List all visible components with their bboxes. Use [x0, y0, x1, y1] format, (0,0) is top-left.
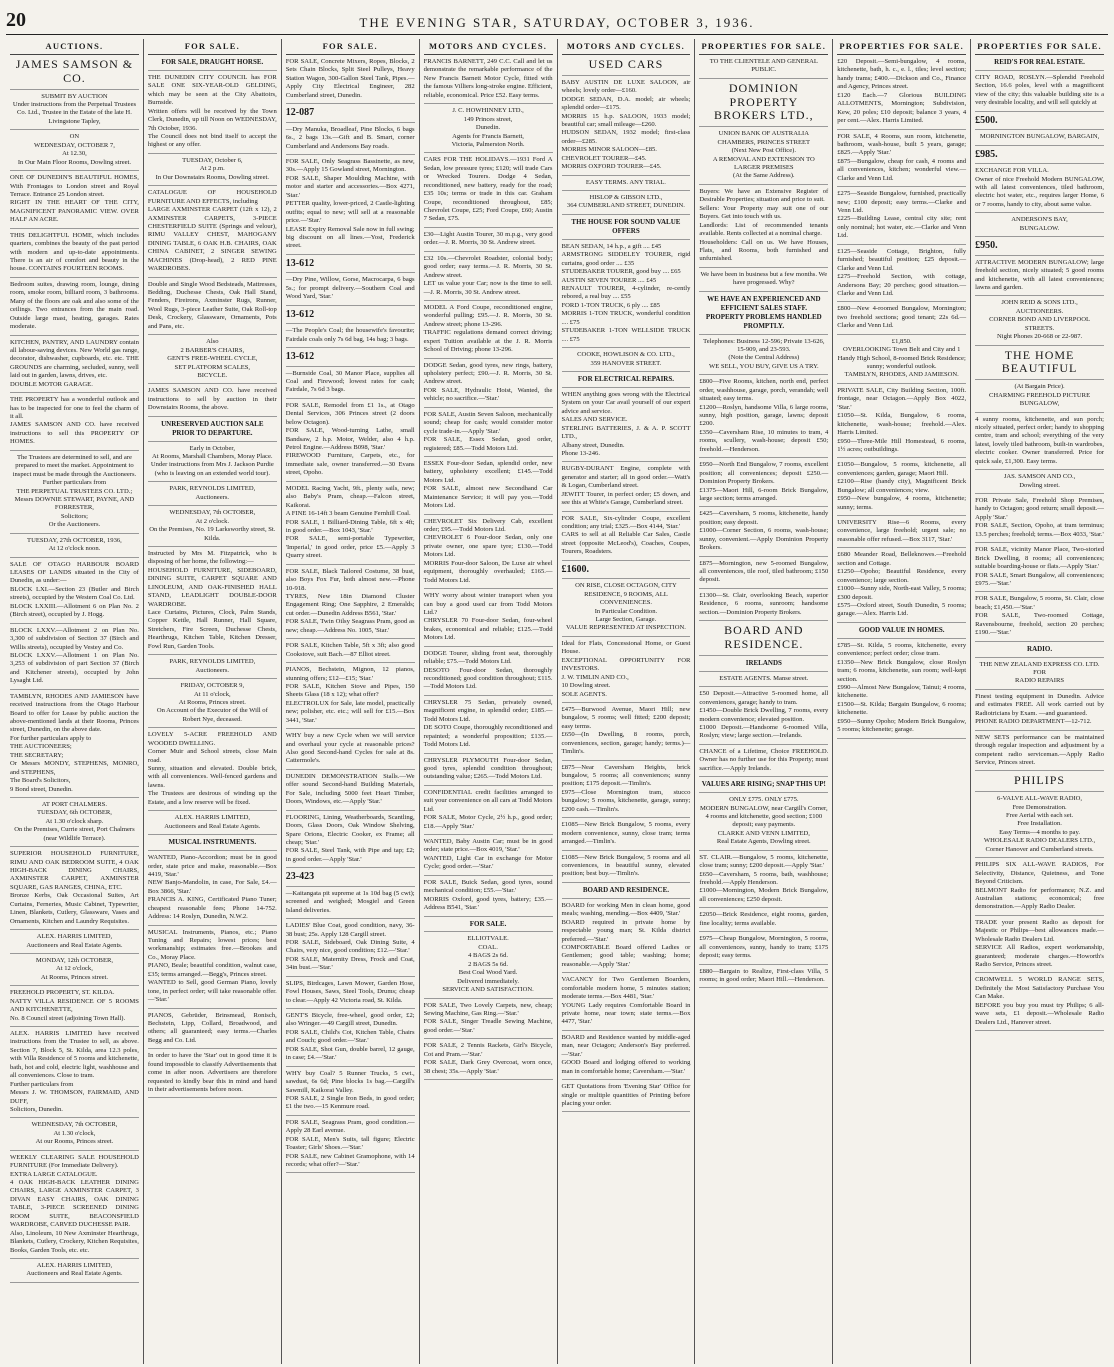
classified-ad: £50 Deposit.—Attractive 5-roomed home, all conveniences, garage; handy to tram. £1450—Double Brick Dwelling, 7 rooms, every modern convenience; elevated position. £1000 Deposit.—Handsome 6-roomed Villa, Roslyn; view; large section.—Irelands.: [699, 690, 828, 745]
classified-ad: FOR SALE, 2 Tennis Rackets, Girl's Bicycle, Cot and Pram.—'Star.' FOR SALE, Dark Grey Overcoat, worn once, 38 chest; 35s.—Apply 'Star.': [424, 1042, 553, 1080]
classified-ad: THE NEW ZEALAND EXPRESS CO. LTD. FOR RADIO REPAIRS: [975, 661, 1104, 690]
classified-ad: £425—Caversham, 5 rooms, kitchenette, handy position; easy deposit. £1000—Corner Section, 6 rooms, wash-house; sunny, convenient.—Apply Dominion Property Brokers.: [699, 510, 828, 556]
classified-ad: £985.: [975, 149, 1104, 165]
classified-ad: BOARD AND RESIDENCE.: [562, 886, 691, 899]
classified-ad: CHRYSLER PLYMOUTH Four-door Sedan, good tyres, splendid condition throughout; outstanding value; £265.—Todd Motors Ltd.: [424, 757, 553, 786]
classified-ad: £2050—Brick Residence, eight rooms, garden, fine locality; terms available.: [699, 911, 828, 932]
classified-ad: WHY buy a new Cycle when we will service and overhaul your cycle at reasonable prices? Also good Second-hand Cycles for sale at 8s. Cattermole's.: [286, 732, 415, 770]
column-heading: MOTORS AND CYCLES.: [424, 39, 553, 55]
classified-ad: £1300—St. Clair, overlooking Beach, superior Residence, 6 rooms, sunroom; handsome section.—Dominion Property Brokers.: [699, 592, 828, 621]
classified-ad: £20 Deposit.—Semi-bungalow, 4 rooms, kitchenette, bath, h. c., e. l., tiles; level section; handy trams; £400.—Dickson and Co., Finance and Agency, Princes street. £120 Each.—7 Glorious BUILDING ALLOTMENTS, Mornington; Subdivision, Kew, 20 poles; £10 deposit; balance 3 years, 4 per cent.—Alex. Harris Limited.: [837, 58, 966, 130]
classified-ad: CHRYSLER 75 Sedan, privately owned, magnificent engine, in splendid order; £185.—Todd Motors Ltd. DE SOTO Coupe, thoroughly reconditioned and repainted; a wonderful proposition; £135.—Todd Motors Ltd.: [424, 699, 553, 754]
column-6: [695, 39, 833, 1364]
classified-ad: UNRESERVED AUCTION SALE PRIOR TO DEPARTURE.: [148, 420, 277, 442]
classified-ad: Also 2 BARBER'S CHAIRS, GENT'S FREE-WHEEL CYCLE, SET PLATFORM SCALES, BICYCLE.: [148, 338, 277, 384]
column-heading: PROPERTIES FOR SALE.: [699, 39, 828, 55]
classified-ad: DOMINION PROPERTY BROKERS LTD.,: [699, 82, 828, 127]
classified-ad: THIS DELIGHTFUL HOME, which includes quarters, combines the beauty of the past period with modern and up-to-date appointments. There is an air of comfort and beauty in the house. CONTAINS FOURTEEN ROOMS.: [10, 232, 139, 278]
classified-ad: ESTATE AGENTS. Manse street.: [699, 675, 828, 687]
classified-ad: —Dry Manuka, Broadleaf, Pine Blocks, 6 bags 6s., 2 bags 13s.—Gift and B. Smart, corner Cumberland and Andersons Bay roads.: [286, 126, 415, 155]
classified-ad: WEEKLY CLEARING SALE HOUSEHOLD FURNITURE (For Immediate Delivery). EXTRA LARGE CATALOGUE. 4 OAK HIGH-BACK LEATHER DINING CHAIRS, LARGE AXMINSTER CARPET, 3 DIVAN EASY CHAIRS, OAK DINING TABLE, 3-PIECE SCREENED DINING ROOM SUITE, BEACONSFIELD WARDROBE, CARVED DUCHESSE PAIR. Also, Linoleum, 10 New Axminster Hearthrugs, Blankets, Cutlery, Crockery, Kitchen Requisites, Books, Garden Tools, etc. etc.: [10, 1154, 139, 1259]
classified-ad: TAMBLYN, RHODES AND JAMIESON have received instructions from the Otago Harbour Board to offer for Lease by public auction the above-mentioned lands at their Rooms, Princes street, Dunedin, on the above date. For further particulars apply to THE AUCTIONEERS; THE SECRETARY; Or Messrs MONDY, STEPHENS, MONRO, and STEPHENS, The Board's Solicitors, 9 Bond street, Dunedin.: [10, 693, 139, 798]
column-heading: MOTORS AND CYCLES.: [562, 39, 691, 55]
classified-ad: EXCHANGE FOR VILLA. Owner of nice Freehold Modern BUNGALOW, with all latest conveniences, tiled bathroom, electric hot water, etc., requires larger Home, 6 or 7 rooms, handy to city, about same value.: [975, 167, 1104, 213]
classified-ad: FOR SALE, Buick Sedan, good tyres, sound mechanical condition; £55.—'Star.' MORRIS Oxford, good tyres, battery; £35.—Address B541, 'Star.': [424, 879, 553, 917]
classified-ad: ESSEX Four-door Sedan, splendid order, new battery, upholstery excellent; £145.—Todd Motors Ltd. FOR SALE, almost new Secondhand Car Maintenance Service; it will pay you.—Todd Motors Ltd.: [424, 460, 553, 515]
classified-ad: FRANCIS BARNETT, 249 C.C. Call and let us demonstrate the remarkable performance of the New Francis Barnett Motor Cycle, fitted with the famous Villiers long-stroke engine. Efficient, reliable, economical. Price £52. Easy terms.: [424, 58, 553, 104]
classified-ad: LOVELY 5-ACRE FREEHOLD AND WOODED DWELLING. Corner Muir and School streets, close Main road. Sunny, situation and elevated. Double brick, with all conveniences. Well-fenced gardens and lawns. The Trustees are desirous of winding up the Estate, and a low reserve will be fixed.: [148, 731, 277, 811]
classified-ad: ON RISE, CLOSE OCTAGON, CITY RESIDENCE, 9 ROOMS, ALL CONVENIENCES. In Particular Condition. Large Section, Garage. VALUE REPRESENTED AT INSPECTION.: [562, 582, 691, 637]
classified-ad: THE HOME BEAUTIFUL: [975, 349, 1104, 381]
classified-ad: BOARD and Residence wanted by middle-aged man, near Octagon; Anderson's Bay preferred.—'Star.' GOOD Board and lodging offered to working man in comfortable home; Caversham.—'Star.': [562, 1034, 691, 1080]
classified-ad: J. C. HOWHINNEY LTD., 149 Princes street, Dunedin. Agents for Francis Barnett, Victoria, Palmerston North.: [424, 107, 553, 153]
classified-ad: FOR SALE, Concrete Mixers, Ropes, Blocks, 2 Sets Chain Blocks, Split Steel Pulleys, Heavy Station Wagon, 300-Gallon Steel Tank, Pipes.—Apply City Electrical Engineer, 282 Cumberland street, Dunedin.: [286, 58, 415, 104]
classified-ad: Telephones: Business 12-596; Private 13-626, 15-909, and 23-593. (Note the Central Address) WE SELL, YOU BUY, GIVE US A TRY.: [699, 338, 828, 376]
column-4: [420, 39, 558, 1364]
classified-ad: RUGBY-DURANT Engine, complete with generator and starter; all in good order.—Watt's & Logan, Cumberland street. JEWITT Tourer, in perfect order; £5 down, and see this at White's Garage, Cumberland street.: [562, 465, 691, 511]
classified-ad: HISLOP & GIBSON LTD., 364 CUMBERLAND STREET, DUNEDIN.: [562, 194, 691, 215]
classified-ad: MORNINGTON BUNGALOW, BARGAIN,: [975, 133, 1104, 145]
classified-ad: 23-423: [286, 871, 415, 887]
classified-ad: £950.: [975, 240, 1104, 256]
classified-ad: RADIO.: [975, 645, 1104, 658]
classified-ad: WEDNESDAY, 7th OCTOBER, At 2 o'clock. On the Premises, No. 19 Larksworthy street, St. Kilda.: [148, 509, 277, 547]
classified-ad: FLOORING, Lining, Weatherboards, Scantling, Doors, Glass Doors, Oak Window Shelving, Spare Orions, Electric Cooker, ex Frame; all cheap; 'Star.' FOR SALE, Steel Tank, with Pipe and tap; £2; in good order.—Apply 'Star.': [286, 814, 415, 869]
classified-ad: COOKE, HOWLISON & CO. LTD., 359 HANOVER STREET.: [562, 351, 691, 372]
classified-ad: FOR SALE, DRAUGHT HORSE.: [148, 58, 277, 71]
classified-ad: The Trustees are determined to sell, and are prepared to meet the market. Appointment to inspect must be made through the Auctioneers. Further particulars from THE PERPETUAL TRUSTEES CO. LTD.; Messrs DOWNIE STEWART, PAYNE, AND FORRESTER, Solicitors; Or the Auctioneers.: [10, 454, 139, 534]
classified-ad: JAMES SAMSON AND CO. have received instructions to sell by auction in their Downstairs Rooms, the above.: [148, 387, 277, 416]
classified-ad: BOARD AND RESIDENCE.: [699, 624, 828, 656]
classified-ad: NEW SETS performance can be maintained through regular inspection and adjustment by a competent radio serviceman.—Apply Radio Service, Princes street.: [975, 734, 1104, 772]
classified-ad: WANTED, Baby Austin Car; must be in good order; state price.—Box 4019, 'Star.' WANTED, Light Car in exchange for Motor Cycle; good order.—'Star.': [424, 838, 553, 876]
classified-ad: WHY worry about winter transport when you can buy a good used car from Todd Motors Ltd.? CHRYSLER 70 Four-door Sedan, four-wheel brakes, economical and reliable; £125.—Todd Motors Ltd.: [424, 592, 553, 647]
classified-ad: £680 Meander Road, Belleknowes.—Freehold section and Cottage. £1250—Opoho; Beautiful Residence, every convenience; large section. £1000—Sunny side, North-east Valley, 5 rooms; £300 deposit. £575—Oxford street, South Dunedin, 5 rooms; garage.—Alex. Harris Ltd.: [837, 551, 966, 623]
classified-ad: IRELANDS: [699, 659, 828, 672]
classified-ad: KITCHEN, PANTRY, AND LAUNDRY contain all labour-saving devices. New World gas range, decorator, dishwasher, cupboards, etc. etc. THE GROUNDS are charming, secluded, sunny, well laid out in garden, lawns, drives, etc. DOUBLE MOTOR GARAGE.: [10, 339, 139, 394]
classified-ad: FREEHOLD PROPERTY, ST. KILDA. NATTY VILLA RESIDENCE OF 5 ROOMS AND KITCHENETTE, No. 8 Council street (adjoining Town Hall).: [10, 989, 139, 1027]
classified-ad: ALEX. HARRIS LIMITED, Auctioneers and Real Estate Agents.: [10, 1262, 139, 1283]
classified-ad: TO THE CLIENTELE AND GENERAL PUBLIC.: [699, 58, 828, 79]
classified-ad: JAMES SAMSON & CO.: [10, 58, 139, 90]
classified-ad: Early in October, At Rooms, Marshall Chambers, Moray Place. Under instructions from Mrs J. Jackson Purdie (who is leaving on an extended world tour).: [148, 445, 277, 483]
classified-ad: Buyers: We have an Extensive Register of Desirable Properties; situation and price to suit. Sellers: Your Property may suit one of our Buyers. Get into touch with us. Landlords: List of recommended tenants available. Rents collected at a nominal charge. Householders: Call on us. We have Houses, Flats, and Rooms, both furnished and unfurnished.: [699, 188, 828, 268]
classified-ad: VALUES ARE RISING; SNAP THIS UP!: [699, 780, 828, 793]
classified-ad: £30—Light Austin Tourer, 30 m.p.g., very good order.—J. R. Morris, 30 St. Andrew street.: [424, 231, 553, 252]
classified-ad: —Kaitangata pit supreme at 1s 10d bag (5 cwt); screened and weighed; Mosgiel and Green Island deliveries.: [286, 890, 415, 919]
classified-ad: Double and Single Wood Bedsteads, Mattresses, Bedding, Duchesse Chests, Oak Hall Stand, Fenders, Fireirons, Axminster Rugs, Runner, Wool Rugs, 3-piece Leather Suite, Oak Roll-top Desk, Crockery, Glassware, Ornaments, Pots and Pans, etc.: [148, 281, 277, 336]
classified-ad: ATTRACTIVE MODERN BUNGALOW; large freehold section, nicely situated; 5 good rooms and kitchenette, with all latest conveniences; lawns and garden.: [975, 259, 1104, 297]
classified-ad: MODEL A Ford Coupe, reconditioned engine, wonderful pulling; £95.—J. R. Morris, 30 St. Andrew street; phone 13-296. TRAFFIC regulations demand correct driving; expert Tuition available at the J. R. Morris School of Driving; phone 13-296.: [424, 304, 553, 359]
classified-ad: AT PORT CHALMERS. TUESDAY, 6th OCTOBER, At 1.30 o'clock sharp. On the Premises, Currie street, Port Chalmers (near Wildlife Terrace).: [10, 801, 139, 847]
classified-ad: JOHN REID & SONS LTD., AUCTIONEERS. CORNER BOND AND LIVERPOOL STREETS. Night Phones 20-668 or 22-987.: [975, 299, 1104, 345]
classified-ad: MUSICAL INSTRUMENTS.: [148, 838, 277, 851]
classified-ad: CROMWELL 5 WORLD RANGE SETS, Definitely the Most Satisfactory Purchase You Can Make. BEFORE you buy you must try Philips; 6 all-wave sets, £1 deposit.—Wholesale Radio Dealers Ltd., Hanover street.: [975, 976, 1104, 1031]
classified-ad: TUESDAY, October 6, At 2 p.m. In Our Downstairs Rooms, Dowling street.: [148, 157, 277, 186]
classified-ad: ONLY £775. ONLY £775. MODERN BUNGALOW, near Cargill's Corner, 4 rooms and kitchenette, good section; £100 deposit; easy payments. CLARKE AND VENN LIMITED, Real Estate Agents, Dowling street.: [699, 796, 828, 851]
classified-ad: £950—North End Bungalow, 7 rooms, excellent position; all conveniences; deposit £250.—Dominion Property Brokers. £1375—Maori Hill, 6-room Brick Bungalow, large section; terms arranged.: [699, 461, 828, 507]
classified-ad: PRIVATE SALE, City Building Section, 100ft. frontage, near Octagon.—Apply Box 4022, 'Star.' £1050—St. Kilda, Bungalow, 6 rooms, kitchenette, wash-house; freehold.—Alex. Harris Limited. £950—Three-Mile Hill Homestead, 6 rooms, 1½ acres; outbuildings.: [837, 387, 966, 459]
classified-ad: Finest testing equipment in Dunedin. Advice and estimates FREE. All work carried out by Radiotricians by Exam. —and guaranteed. PHONE RADIO DEPARTMENT—12-712.: [975, 693, 1104, 731]
classified-ad: BOARD for working Men in clean home, good meals; washing, mending.—Box 4409, 'Star.' BOARD required in private home by respectable young man; St. Kilda district preferred.—'Star.' COMFORTABLE Board offered Ladies or Gentlemen; good table; washing; home; reasonable.—Apply 'Star.': [562, 902, 691, 974]
classified-ad: FOR SALE, Seagrass Pram, good condition.—Apply 28 Earl avenue. FOR SALE, Men's Suits, tall figure; Electric Toaster; Girls' Shoes.—'Star.' FOR SALE, new Cabinet Gramophone, with 14 records; what offer?—'Star.': [286, 1119, 415, 1174]
classified-ad: ELLIOTVALE. COAL. 4 BAGS 2s 6d. 2 BAGS 5s 6d. Best Coal Wood Yard. Delivered immediately. SERVICE AND SATISFACTION.: [424, 935, 553, 998]
classified-ad: WHEN anything goes wrong with the Electrical System on your Car avail yourself of our expert advice and service. SALES AND SERVICE. STERLING BATTERIES, J. & A. P. SCOTT LTD., Albany street, Dunedin. Phone 13-246.: [562, 391, 691, 463]
column-2: [144, 39, 282, 1364]
classified-ad: We have been in business but a few months. We have progressed. Why?: [699, 271, 828, 292]
classified-ad: 13-612: [286, 258, 415, 274]
classified-ad: —The People's Coal; the housewife's favourite; Fairdale coals only 7s 6d bag, 14s bag; 3 bags.: [286, 327, 415, 348]
classified-ad: 13-612: [286, 309, 415, 325]
classified-ad: £875—Near Caversham Heights, brick bungalow, 5 rooms; all conveniences; sunny position; £175 deposit.—Timlin's. £975—Close Mornington tram, stucco bungalow; 5 rooms, kitchenette, garage, sunny; £200 cash.—Timlin's.: [562, 764, 691, 819]
classified-ad: 12-087: [286, 107, 415, 123]
classified-ad: VACANCY for Two Gentlemen Boarders, comfortable modern home, 5 minutes station; moderate terms.—Box 4481, 'Star.' YOUNG Lady requires Comfortable Board in private home, near town; state terms.—Box 4477, 'Star.': [562, 976, 691, 1031]
classified-ad: ANDERSON'S BAY, BUNGALOW.: [975, 216, 1104, 237]
classified-ad: FOR SALE, Kitchen Table, 5ft x 3ft; also good Cookstove, suit Bach.—87 Elliot street.: [286, 642, 415, 663]
column-heading: AUCTIONS.: [10, 39, 139, 55]
classified-ad: —Dry Pine, Willow, Gorse, Macrocarpa, 6 bags 5s.; for prompt delivery.—Southern Coal and Wood Yard, 'Star.': [286, 276, 415, 305]
column-heading: FOR SALE.: [286, 39, 415, 55]
classified-ad: £1600.: [562, 564, 691, 580]
classified-ad: CHANCE of a Lifetime, Choice FREEHOLD. Owner has no further use for this Property; must sacrifice.—Apply Irelands.: [699, 748, 828, 777]
classified-ad: In order to have the 'Star' out in good time it is found impossible to classify Advertisements that come in after noon. Advertisers are therefore requested to kindly bear this in mind and hand in their advertisements before noon.: [148, 1052, 277, 1098]
classified-ad: PHILIPS SIX ALL-WAVE RADIOS, For Selectivity, Distance, Quietness, and Tone Beyond Criticism. BELMONT Radio for performance; N.Z. and Australian stations; economical; free demonstration.—Apply Radio Dealer.: [975, 861, 1104, 916]
classified-ad: Ideal for Flats, Concessional Home, or Guest House. EXCEPTIONAL OPPORTUNITY FOR INVESTORS. J. W. TIMLIN AND CO., 10 Dowling street. SOLE AGENTS.: [562, 640, 691, 703]
classified-ad: THE PROPERTY has a wonderful outlook and has to be inspected for one to feel the charm of it all. JAMES SAMSON AND CO. have received instructions to sell this PROPERTY OF HOMES.: [10, 396, 139, 451]
classified-ad: ON WEDNESDAY, OCTOBER 7, At 12.30, In Our Main Floor Rooms, Dowling street.: [10, 133, 139, 171]
classified-ad: UNION BANK OF AUSTRALIA CHAMBERS, PRINCES STREET (Next New Post Office). A REMOVAL AND EXTENSION TO LARGER PREMISES (At the Same Address).: [699, 130, 828, 185]
paper-title: THE EVENING STAR, SATURDAY, OCTOBER 3, 1936.: [359, 15, 755, 30]
classified-ad: ALEX. HARRIS LIMITED, Auctioneers and Real Estate Agents.: [148, 814, 277, 835]
classified-ad: EASY TERMS. ANY TRIAL.: [562, 179, 691, 191]
classified-ad: £880—Bargain to Realize, First-class Villa, 5 rooms; in good order; Maori Hill.—Henderson.: [699, 968, 828, 989]
classified-ad: £32 10s.—Chevrolet Roadster, colonial body; good order; easy terms.—J. R. Morris, 30 St. Andrew street. LET us value your Car; now is the time to sell.—J. R. Morris, 30 St. Andrew street.: [424, 255, 553, 301]
classified-ad: FOR SALE, Austin Seven Saloon, mechanically sound; cheap for cash; would consider motor cycle trade-in.—Apply 'Star.' FOR SALE, Essex Sedan, good order, registered; £85.—Todd Motors Ltd.: [424, 411, 553, 457]
classified-ad: £1085—New Brick Bungalow, 5 rooms and all conveniences, in beautiful sunny, elevated position; best buy.—Timlin's.: [562, 854, 691, 883]
classified-ad: FOR Private Sale, Freehold Shop Premises, handy to Octagon; good return; small deposit.—Apply 'Star.' FOR SALE, Section, Opoho, at tram terminus; 13.5 perches; freehold; terms.—Box 4033, 'Star.': [975, 497, 1104, 543]
classified-ad: BLOCK LXXV.—Allotment 2 on Plan No. 3,300 of subdivision of Section 37 (Birch and Willis streets), occupied by Vestey and Co. BLOCK LXXV.—Allotment 1 on Plan No. 3,253 of subdivision of part Section 37 (Birch and Kitchener streets), occupied by John Lysaght Ltd.: [10, 627, 139, 690]
classified-ad: BABY AUSTIN DE LUXE SALOON, air wheels; lovely order—£160. DODGE SEDAN, D.A. model; air wheels; splendid order—£175. MORRIS 15 h.p. SALOON, 1933 model; beautiful car; small mileage—£260. HUDSON SEDAN, 1932 model; first-class order—£285. MORRIS MINOR SALOON—£85. CHEVROLET TOURER—£45. MORRIS OXFORD TOURER—£45.: [562, 79, 691, 176]
column-container: [6, 39, 1108, 1364]
classified-ad: £800—New 4-roomed Bungalow, Mornington; two freehold sections; good tenant; 22s 6d.—Clarke and Venn Ltd.: [837, 305, 966, 334]
classified-ad: FOR SALE.: [424, 920, 553, 933]
classified-ad: MODEL Racing Yacht, 9ft., plenty sails, new; also Baby's Pram, cheap.—Falcon street, Kaikorai. A FINE 16-14ft 3 beam Genuine Fernhill Coal. FOR SALE, 1 Billiard-Dining Table, 6ft x 4ft; in good order.—Box 1043, 'Star.' FOR SALE, semi-portable Typewriter, 'Imperial,' in good order, price £5.—Apply 3 Quarry street.: [286, 485, 415, 565]
classified-ad: FOR SALE, vicinity Manor Place, Two-storied Brick Dwelling, 8 rooms; all conveniences; suitable boarding-house or flats.—Apply 'Star.' FOR SALE, Smart Bungalow, all conveniences; £975.—'Star.': [975, 546, 1104, 592]
classified-ad: £275—Seaside Bungalow, furnished, practically new; £100 deposit; easy terms.—Clarke and Venn Ltd. £225—Building Lease, central city site; rent only nominal; hot water, etc.—Clarke and Venn Ltd.: [837, 190, 966, 245]
classified-ad: MONDAY, 12th OCTOBER, At 12 o'clock, At Rooms, Princes street.: [10, 957, 139, 986]
classified-ad: SUBMIT BY AUCTION Under instructions from the Perpetual Trustees Co. Ltd., Trustee in the Estate of the late H. Livingstone Tapley,: [10, 93, 139, 131]
classified-ad: DUNEDIN DEMONSTRATION Stalls.—We offer sound Second-hand Building Materials, For Sale, including 5000 feet Heart Timber, Doors, Windows, etc.—Apply 'Star.': [286, 773, 415, 811]
classified-ad: GOOD VALUE IN HOMES.: [837, 626, 966, 639]
classified-ad: MUSICAL Instruments, Pianos, etc.; Piano Tuning and Repairs; lowest prices; best workmanship; estimates free.—Brookes and Co., Moray Place. PIANO, Beale; beautiful condition, walnut case, £35; terms arranged.—Begg's, Princes street. WANTED to Sell, good German Piano, lovely tone, in perfect order; will take reasonable offer.—'Star.': [148, 929, 277, 1009]
column-3: [282, 39, 420, 1364]
classified-ad: £785—St. Kilda, 5 rooms, kitchenette, every convenience; perfect order; close tram. £1350—New Brick Bungalow, close Roslyn tram; 6 rooms, kitchenette, sun room; well-kept section. £990—Almost New Bungalow, Tainui; 4 rooms, kitchenette. £1500—St. Kilda; Bargain Bungalow, 6 rooms; kitchenette. £950—Sunny Opoho; Modern Brick Bungalow, 5 rooms; kitchenette; garage.: [837, 642, 966, 739]
classified-ad: £975—Cheap Bungalow, Mornington, 5 rooms, all conveniences, sunny, handy to tram; £175 deposit; easy terms.: [699, 935, 828, 964]
classified-ad: FOR ELECTRICAL REPAIRS.: [562, 375, 691, 388]
classified-ad: £800—Five Rooms, kitchen, north end, perfect order, washhouse, garage, porch, verandah; well situated; easy terms. £1200—Roslyn, handsome Villa, 6 large rooms, sunny, high position, garage, lawns; deposit £200. £350—Caversham Rise, 10 minutes to tram, 4 rooms, scullery, wash-house; deposit £50; freehold.—Henderson.: [699, 378, 828, 458]
classified-ad: 4 sunny rooms, kitchenette, and sun porch; nicely situated, perfect order; handy to shopping centre, tram and school; everything of the very latest, lovely tiled bathroom, built-in wardrobes, electric cooker. Owner transferred. Price for quick sale, £1,300. Easy terms.: [975, 416, 1104, 471]
classified-ad: £875—Mornington, new 5-roomed Bungalow, all conveniences, tile roof, tiled bathroom; £150 deposit.: [699, 560, 828, 589]
masthead: [6, 8, 1108, 35]
page-number: 20: [6, 9, 26, 31]
classified-ad: CARS FOR THE HOLIDAYS.—1931 Ford A Sedan, low pressure tyres; £120; will trade Cars or Wrecked Tourers. Dodge 4 Sedan, reconditioned, new battery, ready for the road; £35 10s; terms or trade in this car. Graham Coupe, reconditioned throughout, £85; Chevrolet Coupe, £25; Ford Coupe, £60; Austin 7 Sedan, £75.: [424, 156, 553, 228]
classified-ad: £1,850. OVERLOOKING Town Belt and City and 1 Handy High School, 8-roomed Brick Residence; sunny; wonderful outlook. TAMBLYN, RHODES, AND JAMIESON.: [837, 338, 966, 384]
classified-ad: 13-612: [286, 351, 415, 367]
classified-ad: £1085—New Brick Bungalow, 5 rooms, every modern convenience, sunny, close tram; terms arranged.—Timlin's.: [562, 821, 691, 850]
classified-ad: FOR SALE, Six-cylinder Coupe, excellent condition; any trial; £325.—Box 4144, 'Star.' CARS to sell at all Reliable Car Sales, Castle street (opposite McLeod's), Coaches, Coupes, Tourers, Roadsters.: [562, 515, 691, 561]
classified-ad: WEDNESDAY, 7th OCTOBER, At 1.30 o'clock, At our Rooms, Princes street.: [10, 1121, 139, 1150]
classified-ad: £500.: [975, 115, 1104, 131]
classified-ad: THE DUNEDIN CITY COUNCIL has FOR SALE ONE SIX-YEAR-OLD GELDING, which may be seen at the City Abattoirs, Burnside. Written offers will be received by the Town Clerk, Dunedin, up till Noon on WEDNESDAY, 7th October, 1936. The Council does not bind itself to accept the highest or any offer.: [148, 74, 277, 154]
column-1: [6, 39, 144, 1364]
classified-ad: ALEX. HARRIS LIMITED have received instructions from the Trustee to sell, as above. Section 7, Block 5, St. Kilda, area 12.3 poles, with Villa Residence of 5 rooms and kitchenette, bath, hot and cold, electric light, washhouse and all conveniences. Close to tram. Further particulars from Messrs J. W. THOMSON, FAIRMAID, AND DUFF, Solicitors, Dunedin.: [10, 1030, 139, 1118]
classified-ad: FOR SALE, Bungalow, 5 rooms, St. Clair, close beach; £1,450.—'Star.' FOR SALE, Two-roomed Cottage, Ravensbourne, freehold, section 20 perches; £190.—'Star.': [975, 595, 1104, 641]
classified-ad: —Burnside Coal, 30 Manor Place, supplies all Coal and Firewood; lowest rates for cash; Fairdale, 7s 6d 3 bags.: [286, 370, 415, 399]
classified-ad: PARK, REYNOLDS LIMITED, Auctioneers.: [148, 658, 277, 679]
classified-ad: USED CARS: [562, 58, 691, 76]
classified-ad: FOR SALE, 4 Rooms, sun room, kitchenette, bathroom, wash-house, built 5 years, garage; £825.—Apply 'Star.' £875—Bungalow, cheap for cash, 4 rooms and all conveniences, kitchen; wonderful view.—Clarke and Venn Ltd.: [837, 133, 966, 188]
classified-ad: FOR SALE, Remodel from £1 1s., at Otago Dental Services, 306 Princes street (2 doors below Octagon). FOR SALE, Wood-turning Lathe, small Bandsaw, 2 h.p. Motor, Welder, also 4 h.p. Petrol Engine.—Address B098, 'Star.' FIREWOOD Furniture, Carpets, etc., for immediate sale, owner transferred.—30 Evans street, Opoho.: [286, 402, 415, 482]
classified-ad: BEAN SEDAN, 14 h.p., a gift .... £45 ARMSTRONG SIDDELEY TOURER, rigid curtains, good order .... £35 STUDEBAKER TOURER, good buy .... £65 AUSTIN SEVEN TOURER .... £45 RENAULT TOURER, 4-cylinder, re-cently rebored, a real buy .... £55 FORD 1-TON TRUCK, 6 ply .... £85 MORRIS 1-TON TRUCK, wonderful condition .... £75 STUDEBAKER 1-TON WELLSIDE TRUCK .... £75: [562, 243, 691, 348]
classified-ad: REID'S FOR REAL ESTATE.: [975, 58, 1104, 71]
classified-ad: SLIPS, Birdcages, Lawn Mower, Garden Hose, Fowl Houses, Saws, Steel Tools, Drums; cheap to clear.—Apply 42 Victoria road, St. Kilda.: [286, 980, 415, 1009]
column-7: [833, 39, 971, 1364]
classified-ad: WHY buy Coal? 5 Runner Trucks, 5 cwt., sawdust, 6s 6d; Pine blocks 1s bag.—Cargill's Sawmill, Kaikorai Valley. FOR SALE, 2 Single Iron Beds, in good order; £1 the two.—15 Kenmure road.: [286, 1070, 415, 1116]
classified-ad: WANTED, Piano-Accordion; must be in good order, state price and make, reasonable.—Box 4419, 'Star.' NEW Banjo-Mandolin, in case, For Sale, £4.—Box 3866, 'Star.' FRANCIS A. KING, Certificated Piano Tuner; cheapest reasonable fees; Phone 14-752. Address: 14 Roslyn, Dunedin, N.W.2.: [148, 854, 277, 926]
classified-ad: £125—Seaside Cottage, Brighton, fully furnished; beautiful position; £25 deposit.—Clarke and Venn Ltd. £275—Freehold Section, with cottage, Andersons Bay; 20 perches; good situation.—Clarke and Venn Ltd.: [837, 248, 966, 303]
classified-ad: SUPERIOR HOUSEHOLD FURNITURE, RIMU AND OAK BEDROOM SUITE, 4 OAK HIGH-BACK DINING CHAIRS, AXMINSTER CARPET, AXMINSTER SQUARE, GAS RANGES, CHINA, ETC. Bronze Kerbs, Oak Occasional Suites, Art Curtains, Ferneries, Music Cabinet, Typewriter, Linen, Blankets, Cutlery, Glassware, Vases and Ornaments, Kitchen and Laundry Requisites.: [10, 850, 139, 930]
classified-ad: DODGE Sedan, good tyres, new rings, battery, upholstery perfect; £90.—J. R. Morris, 30 St. Andrew street. FOR SALE, Hydraulic Hoist, Wanted, the vehicle; no sacrifice.—'Star.': [424, 362, 553, 408]
classified-ad: DODGE Tourer, sliding front seat, thoroughly reliable; £75.—Todd Motors Ltd. DESOTO Four-door Sedan, thoroughly reconditioned; good condition throughout; £115.—Todd Motors Ltd.: [424, 650, 553, 696]
classified-ad: CONFIDENTIAL credit facilities arranged to suit your convenience on all cars at Todd Motors Ltd. FOR SALE, Motor Cycle, 2½ h.p., good order; £18.—Apply 'Star.': [424, 789, 553, 835]
classified-ad: FOR SALE, Two Lovely Carpets, new, cheap; Sewing Machine, Gas Ring.—'Star.' FOR SALE, Singer Treadle Sewing Machine, good order.—'Star.': [424, 1002, 553, 1040]
classified-ad: FRIDAY, OCTOBER 9, At 11 o'clock, At Rooms, Princes street. On Account of the Executor of the Will of Robert Nye, deceased.: [148, 682, 277, 728]
classified-ad: THE HOUSE FOR SOUND VALUE OFFERS: [562, 218, 691, 240]
classified-ad: ST. CLAIR.—Bungalow, 5 rooms, kitchenette, close tram; sunny; £200 deposit.—Apply 'Star.' £650—Caversham, 5 rooms, bath, washhouse; freehold.—Apply Henderson. £1000—Mornington, Modern Brick Bungalow, all conveniences; £250 deposit.: [699, 854, 828, 909]
classified-ad: CITY ROAD, ROSLYN.—Splendid Freehold Section, 16.6 poles, level with a magnificent view of the city; this valuable building site is a very desirable locality, and will sell quickly at: [975, 74, 1104, 112]
classified-ad: PARK, REYNOLDS LIMITED, Auctioneers.: [148, 485, 277, 506]
classified-ad: £1050—Bungalow, 5 rooms, kitchenette, all conveniences; garden, garage; Maori Hill. £2100—Rise (handy city), Magnificent Brick Bungalow; all conveniences; view. £950—New bungalow, 4 rooms, kitchenette; sunny; terms.: [837, 461, 966, 516]
column-heading: FOR SALE.: [148, 39, 277, 55]
classified-ad: Instructed by Mrs M. Fitzpatrick, who is disposing of her home, the following:— HOUSEHOLD FURNITURE, SIDEBOARD, DINING SUITE, CARPET SQUARE AND LINOLEUM, AND OAK-FINISHED HALL STAND, LEADLIGHT DOUBLE-DOOR WARDROBE. Lace Curtains, Pictures, Clock, Palm Stands, Copper Kettle, Hall Runner, Hall Square, Stretchers, Fire Screen, Duchesse Chests, Hearthrugs, Kitchen Table, Kitchen Dresser, Fowl Run, Garden Tools.: [148, 550, 277, 655]
classified-ad: SALE OF OTAGO HARBOUR BOARD LEASES OF LANDS situated in the City of Dunedin, as under:— BLOCK LXI.—Section 23 (Butler and Birch streets), occupied by the Western Coal Co. Ltd. BLOCK LXXIII.—Allotment 6 on Plan No. 2 (Birch street), occupied by J. Hogg.: [10, 561, 139, 624]
column-5: [558, 39, 696, 1364]
classified-ad: FOR SALE, Black Tailored Costume, 38 bust, also Boys Fox Fur, both almost new.—Phone 10-918. TYRES, New 18in Diamond Cluster Engagement Ring; One Sapphire, 2 Emeralds; cut order.—Dunedin Address B561, 'Star.' FOR SALE, Twin Oilsy Seagrass Pram, good as new; cheap.—Address No. 1005, 'Star.': [286, 568, 415, 640]
classified-ad: (At Bargain Price). CHARMING FREEHOLD PICTURE BUNGALOW,: [975, 383, 1104, 412]
classified-ad: GET Quotations from 'Evening Star' Office for single or multiple quantities of Printing before placing your order.: [562, 1083, 691, 1112]
classified-ad: ONE OF DUNEDIN'S BEAUTIFUL HOMES, With Frontages to London street and Royal Terrace. Entrance 25 London street. RIGHT IN THE HEART OF THE CITY, MAGNIFICENT PANORAMIC VIEW. OVER HALF AN ACRE.: [10, 174, 139, 229]
classified-ad: £475—Burwood Avenue, Maori Hill; new bungalow, 5 rooms; well fitted; £200 deposit; easy terms. £650—(In Dwelling, 8 rooms, porch, conveniences, section, garage; handy; terms.)—Timlin's.: [562, 706, 691, 761]
column-heading: PROPERTIES FOR SALE.: [837, 39, 966, 55]
classified-ad: PIANOS, Gebrüder, Brinsmead, Ronisch, Bechstein, Lipp, Collard, Broadwood, and others; all guaranteed; easy terms.—Charles Begg and Co. Ltd.: [148, 1012, 277, 1050]
classified-ad: 6-VALVE ALL-WAVE RADIO, Free Demonstration. Free Aerial with each set. Free Installation. Easy Terms—4 months to pay. WHOLESALE RADIO DEALERS LTD., Corner Hanover and Cumberland streets.: [975, 795, 1104, 858]
classified-ad: PHILIPS: [975, 774, 1104, 792]
classified-ad: LADIES' Blue Coat, good condition, navy, 36-38 bust; 25s. Apply 128 Cargill street. FOR SALE, Sideboard, Oak Dining Suite, 4 Chairs, very nice, good condition; £12.—'Star.' FOR SALE, Maternity Dress, Frock and Coat, 34in bust.—'Star.': [286, 922, 415, 977]
classified-ad: CHEVROLET Six Delivery Cab, excellent order; £95.—Todd Motors Ltd. CHEVROLET 6 Four-door Sedan, only one private owner, one spare tyre; £130.—Todd Motors Ltd. MORRIS Four-door Saloon, De Luxe air wheel equipment, thoroughly overhauled; £165.—Todd Motors Ltd.: [424, 518, 553, 590]
classified-ad: JAS. SAMSON AND CO., Dowling street.: [975, 473, 1104, 494]
column-heading: PROPERTIES FOR SALE.: [975, 39, 1104, 55]
classified-ad: Bedroom suites, drawing room, lounge, dining room, smoke room, billiard room, 3 bathrooms. Many of the floors are oak and also some of the ceilings. Two entrances from the main road. Outside large mast, heating, garages. Rates moderate.: [10, 281, 139, 336]
classified-ad: WE HAVE AN EXPERIENCED AND EFFICIENT SALES STAFF. PROPERTY PROBLEMS HANDLED PROMPTLY.: [699, 295, 828, 335]
classified-ad: PIANOS, Bechstein, Mignon, 12 pianos, stunning offers; £12—£15; 'Star.' FOR SALE, Kitchen Stove and Pipes, 150 Sheets Glass (18 x 12); what offer? ELECTROLUX for Sale, late model, practically new; polisher, etc. etc.; will sell for £15.—Box 3441, 'Star.': [286, 666, 415, 729]
classified-ad: TUESDAY, 27th OCTOBER, 1936, At 12 o'clock noon.: [10, 537, 139, 558]
classified-ad: TRADE your present Radio as deposit for Majestic or Philips—best allowances made.—Wholesale Radio Dealers Ltd. SERVICE All Radios, expert workmanship, guaranteed; moderate charges.—Howorth's Radio Service, Princes street.: [975, 919, 1104, 974]
column-8: [971, 39, 1108, 1364]
classified-ad: FOR SALE, Only Seagrass Bassinette, as new, 30s.—Apply 15 Gowland street, Mornington. FOR SALE, Shaper Moulding Machine, with motor and starter and accessories.—Box 4271, 'Star.' PETTER quality, lower-priced, 2 Castle-lighting outfits; equal to new; will sell at a reasonable price.—'Star.' LEASE Expiry Removal Sale now in full swing; big discount on all lines.—Yost, Frederick street.: [286, 158, 415, 255]
classified-ad: CATALOGUE OF HOUSEHOLD FURNITURE AND EFFECTS, including LARGE AXMINSTER CARPET (12ft x 12), 2 AXMINSTER CARPETS, 3-PIECE CHESTERFIELD SUITE (Springs and velour), RIMU VALLEY CHEST, MAHOGANY DINING TABLE, 6 OAK H.B. CHAIRS, OAK CHINA CABINET, 2 SINGER SEWING MACHINES (Drop-head), 2 RED PINE WARDROBES.: [148, 189, 277, 277]
classified-ad: GENT'S Bicycle, free-wheel, good order, £2; also Wringer.—49 Cargill street, Dunedin. FOR SALE, Child's Cot, Kitchen Table, Chairs and Couch; good order.—'Star.' FOR SALE, Shot Gun, double barrel, 12 gauge, in case; £4.—'Star.': [286, 1012, 415, 1067]
classified-ad: ALEX. HARRIS LIMITED, Auctioneers and Real Estate Agents.: [10, 933, 139, 954]
classified-ad: UNIVERSITY Rise—6 Rooms, every convenience, large freehold; urgent sale; no reasonable offer refused.—Box 3117, 'Star.': [837, 519, 966, 548]
